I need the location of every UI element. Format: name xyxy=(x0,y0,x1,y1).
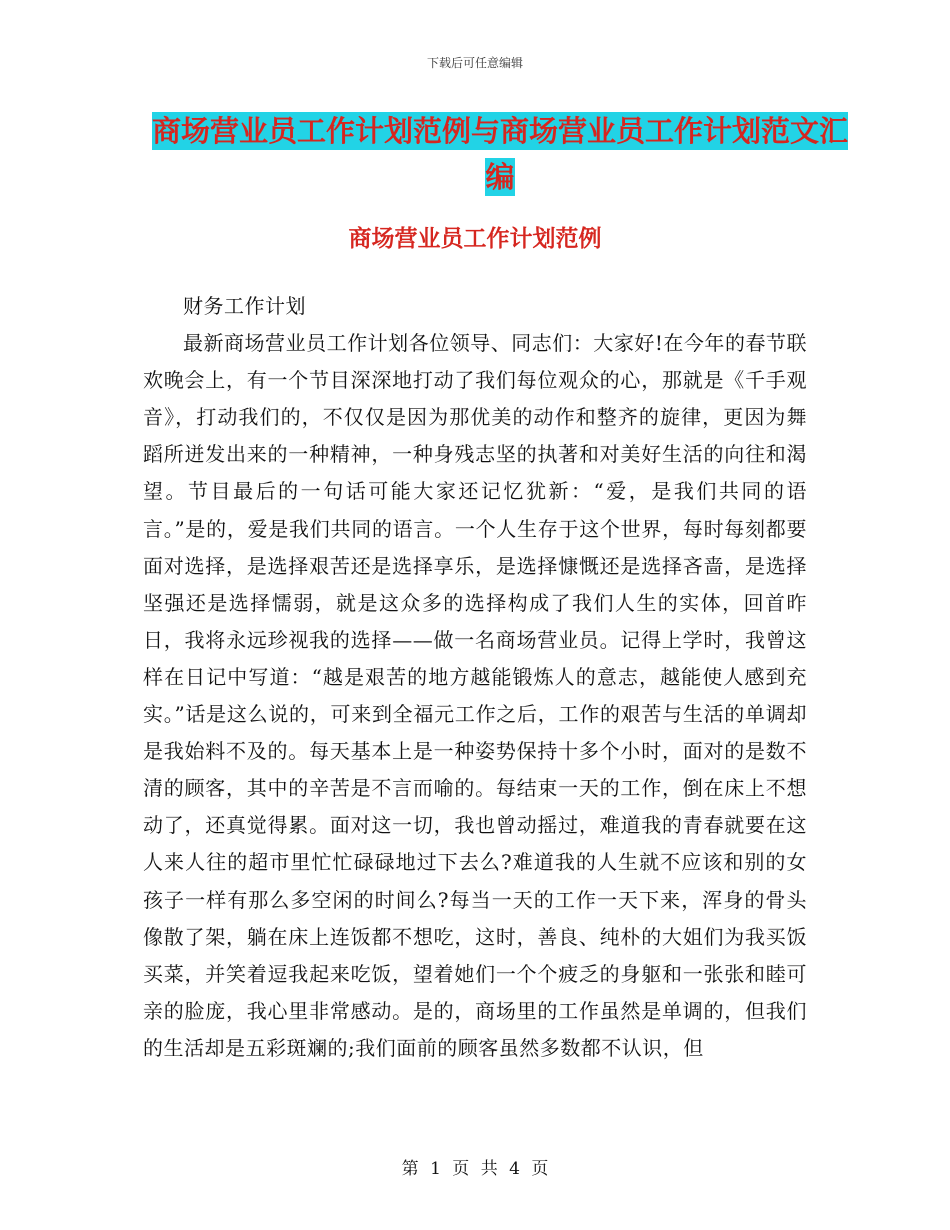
header-note: 下载后可任意编辑 xyxy=(426,56,523,70)
document-title-text: 商场营业员工作计划范例与商场营业员工作计划范文汇编 xyxy=(151,114,848,194)
paragraph-heading: 财务工作计划 xyxy=(183,294,306,318)
body-text xyxy=(143,288,807,1067)
paragraph: 最新商场营业员工作计划各位领导、同志们：大家好!在今年的春节联欢晚会上，有一个节目深深地打动了我们每位观众的心，那就是《千手观音》，打动我们的，不仅仅是因为那优美的动作和整齐的旋律，更因为舞蹈所迸发出来的一种精神，一种身残志坚的执著和对美好生活的向往和渴望。节目最后的一句话可能大家还记忆犹新：“爱，是我们共同的语言。”是的，爱是我们共同的语言。一个人生存于这个世界，每时每刻都要面对选择，是选择艰苦还是选择享乐，是选择慷慨还是选择吝啬，是选择坚强还是选择懦弱，就是这众多的选择构成了我们人生的实体，回首昨日，我将永远珍视我的选择——做一名商场营业员。记得上学时，我曾这样在日记中写道：“越是艰苦的地方越能锻炼人的意志，越能使人感到充实。”话是这么说的，可来到全福元工作之后，工作的艰苦与生活的单调却是我始料不及的。每天基本上是一种姿势保持十多个小时，面对的是数不清的顾客，其中的辛苦是不言而喻的。每结束一天的工作，倒在床上不想动了，还真觉得累。面对这一切，我也曾动摇过，难道我的青春就要在这人来人往的超市里忙忙碌碌地过下去么?难道我的人生就不应该和别的女孩子一样有那么多空闲的时间么?每当一天的工作一天下来，浑身的骨头像散了架，躺在床上连饭都不想吃，这时，善良、纯朴的大姐们为我买饭买菜，并笑着逗我起来吃饭，望着她们一个个疲乏的身躯和一张张和睦可亲的脸庞，我心里非常感动。是的，商场里的工作虽然是单调的，但我们的生活却是五彩斑斓的;我们面前的顾客虽然多数都不认识，但 xyxy=(143,331,807,1060)
page-footer: 第 1 页 共 4 页 xyxy=(401,1159,549,1179)
document-title xyxy=(150,108,850,200)
section-title: 商场营业员工作计划范例 xyxy=(348,226,602,252)
